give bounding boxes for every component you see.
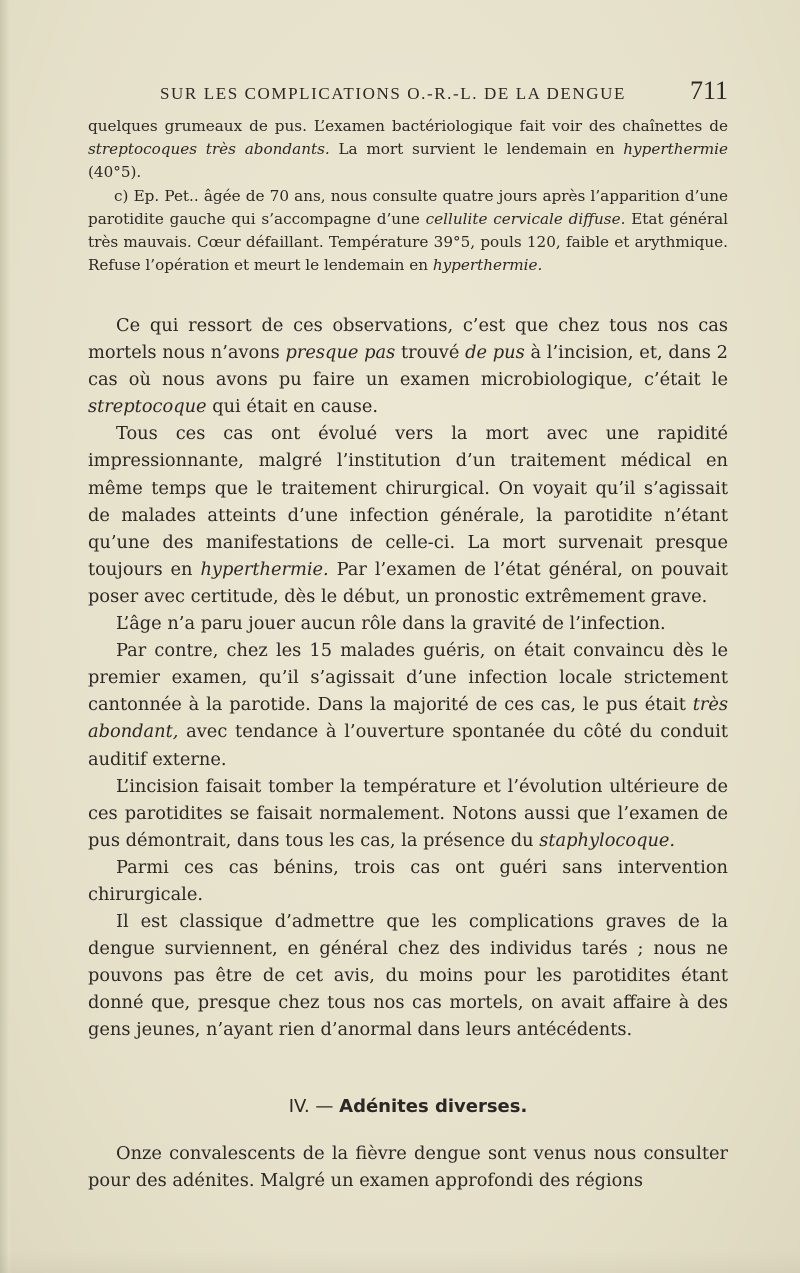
body-paragraph: Par contre, chez les 15 malades guéris, on était convaincu dès le premier examen, qu’il s’agissait d’une infection locale strictement cantonnée à la parotide. Dans la majorité de ces cas, le pus était très abondant, avec tendance à l’ouverture spontanée du côté du conduit auditif externe. bbox=[88, 640, 728, 770]
case-note-paragraph: quelques grumeaux de pus. L’examen bactériologique fait voir des chaînettes de streptocoques très abondants. La mort survient le lendemain en hyperthermie (40°5). bbox=[88, 117, 728, 182]
body-paragraph: L’incision faisait tomber la température et l’évolution ultérieure de ces parotidites se faisait normalement. Notons aussi que l’examen de pus démontrait, dans tous les cas, la présence du staphylocoque. bbox=[88, 775, 728, 851]
body-paragraph: Tous ces cas ont évolué vers la mort avec une rapidité impressionnante, malgré l’institution d’un traitement médical en même temps que le traitement chirurgical. On voyait qu’il s’agissait de malades atteints d’une infection générale, la parotidite n’étant qu’une des manifestations de celle-ci. La mort survenait presque toujours en hyperthermie. Par l’examen de l’état général, on pouvait poser avec certitude, dès le début, un pronostic extrêmement grave. bbox=[88, 423, 728, 607]
section-text bbox=[88, 1140, 728, 1194]
case-notes bbox=[88, 115, 728, 277]
body-paragraph: L’âge n’a paru jouer aucun rôle dans la gravité de l’infection. bbox=[116, 613, 666, 635]
page-header bbox=[88, 76, 728, 110]
body-paragraph: Onze convalescents de la fièvre dengue sont venus nous consulter pour des adénites. Malgré un examen approfondi des régions bbox=[88, 1143, 728, 1192]
page-edge-shadow bbox=[0, 0, 10, 1273]
case-note-paragraph: c) Ep. Pet.. âgée de 70 ans, nous consulte quatre jours après l’apparition d’une parotidite gauche qui s’accompagne d’une cellulite cervicale diffuse. Etat général très mauvais. Cœur défaillant. Température 39°5, pouls 120, faible et arythmique. Refuse l’opération et meurt le lendemain en hyperthermie. bbox=[88, 186, 729, 275]
main-text bbox=[88, 312, 728, 1044]
running-title: SUR LES COMPLICATIONS O.-R.-L. DE LA DENGUE bbox=[160, 84, 626, 103]
body-paragraph: Il est classique d’admettre que les complications graves de la dengue surviennent, en général chez des individus tarés ; nous ne pouvons pas être de cet avis, du moins pour les parotidites étant donné que, presque chez tous nos cas mortels, on avait affaire à des gens jeunes, n’ayant rien d’anormal dans leurs antécédents. bbox=[88, 911, 728, 1041]
body-paragraph: Parmi ces cas bénins, trois cas ont guéri sans intervention chirurgicale. bbox=[88, 856, 728, 905]
section-number: IV. — bbox=[288, 1096, 340, 1117]
section-heading bbox=[88, 1096, 728, 1117]
body-paragraph: Ce qui ressort de ces observations, c’est que chez tous nos cas mortels nous n’avons presque pas trouvé de pus à l’incision, et, dans 2 cas où nous avons pu faire un examen microbiologique, c’était le streptocoque qui était en cause. bbox=[88, 315, 728, 418]
section-title: Adénites diverses. bbox=[339, 1096, 528, 1117]
page-number: 711 bbox=[689, 76, 728, 105]
page-bottom-shade bbox=[0, 1250, 800, 1273]
